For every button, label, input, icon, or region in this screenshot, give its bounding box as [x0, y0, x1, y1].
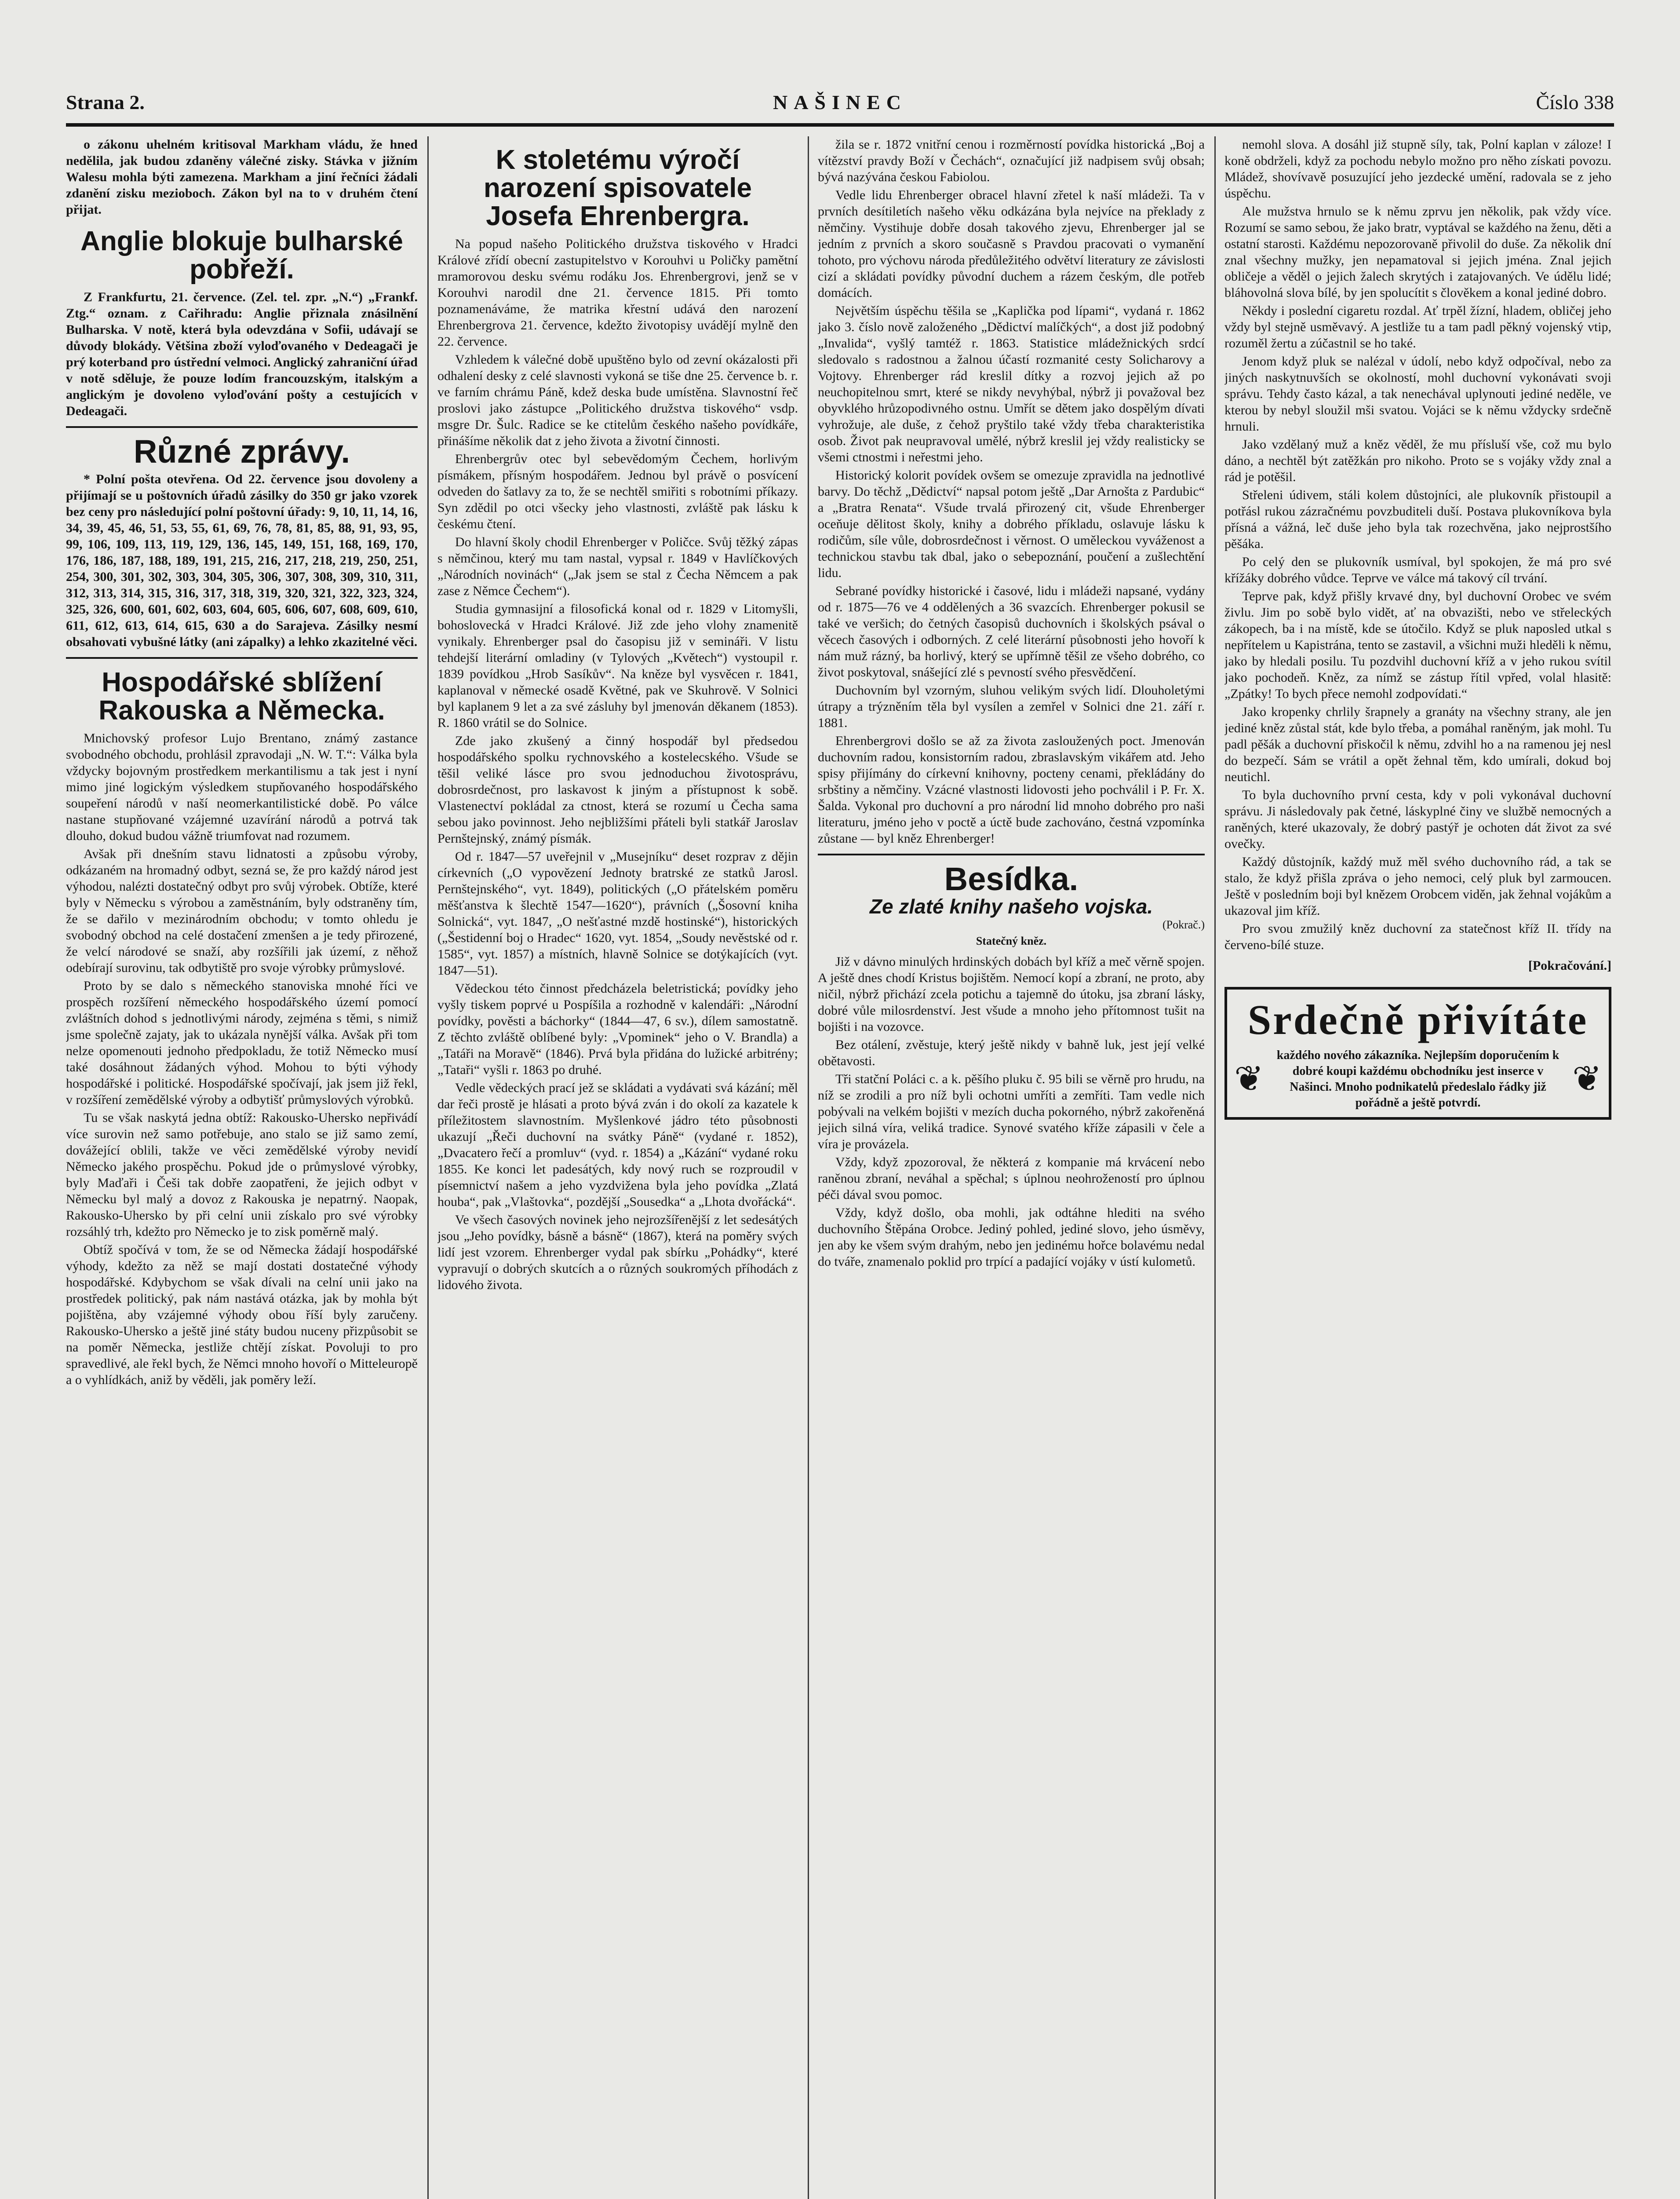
article-text: Ale mužstva hrnulo se k němu zprvu jen několik, pak vždy více. Rozumí se samo sebou, že jako bratr, vyptával se každého na ženu, děti a ostatní starosti. Každému nepozorovaně přivolil do duše. Za několik dní znal všechny mužky, jen nepamatoval si jejich jména. Znal jejich obličeje a věděl o jejich žalech skrytých i zatajovaných. Ve údělu lidé; bláhovolná slova bílé, by jen spolucítit s člověkem a konal jediné dobro. — [1224, 204, 1611, 300]
article-text: To byla duchovního první cesta, kdy v poli vykonával duchovní správu. Ji následovaly pak četné, láskyplné činy ve službě nemocných a raněných, které ukazovaly, že dobrý pastýř je ochoten dát život za své ovečky. — [1224, 788, 1611, 851]
article-text: Zde jako zkušený a činný hospodář byl předsedou hospodářského spolku rychnovského a kostelecského. Všude se těšil veliké lásce pro svou jednoduchou životosprávu, dobrosrdečnost, pro laskavost k jiným a přístupnost k sobě. Vlastenectví pokládal za ctnost, která se rozumí u Čecha sama sebou jako povinnost. Jeho nejbližšími přáteli byli statkář Jaroslav Pernštejnský, známý písmák. — [437, 734, 798, 846]
article-text: Pro svou zmužilý kněz duchovní za statečnost kříž II. třídy na červeno-bílé stuze. — [1224, 921, 1611, 952]
article-text: Střeleni údivem, stáli kolem důstojníci, ale plukovník přistoupil a potřásl rukou zázračnému povzbuditeli duší. Postava plukovníkova byla přísná a vážná, leč duše jeho byla tak rozechvěna, jako nejprostšího pěšáka. — [1224, 488, 1611, 551]
column-4 — [1224, 136, 1611, 2199]
section-rule — [818, 854, 1205, 855]
advertisement-box — [1224, 987, 1611, 1120]
article-text: * Polní pošta otevřena. Od 22. července jsou dovoleny a přijímají se u poštovních úřadů zásilky do 350 gr jako vzorek bez ceny pro následující polní poštovní úřady: 9, 10, 11, 14, 16, 34, 39, 45, 46, 51, 53, 55, 61, 69, 76, 78, 81, 85, 88, 91, 93, 95, 99, 106, 109, 113, 119, 129, 136, 145, 149, 151, 168, 169, 170, 176, 186, 187, 188, 189, 191, 215, 216, 217, 218, 219, 250, 251, 254, 300, 301, 302, 303, 304, 305, 306, 307, 308, 309, 310, 311, 312, 313, 314, 315, 316, 317, 318, 319, 320, 321, 322, 323, 324, 325, 326, 600, 601, 602, 603, 604, 605, 606, 607, 608, 609, 610, 611, 612, 613, 614, 615, 630 a do Sarajeva. Zásilky nesmí obsahovati vybušné látky (ani zápalky) a lehko zkazitelné věci. — [66, 472, 418, 649]
article-text: Tři statční Poláci c. a k. pěšího pluku č. 95 bili se věrně pro hrudu, na níž se zrodili a pro níž byli ochotni umříti a zemříti. Tam vedle nich pobývali na velkém bojišti v mezích ducha pokorného, nýbrž zakořeněná jejich silná víra, veliká tradice. Synové svatého kříže zápasili v čele a víra je provázela. — [818, 1072, 1205, 1151]
article-text: Jako vzdělaný muž a kněz věděl, že mu přísluší vše, což mu bylo dáno, a nechtěl být zatěžkán pro nikoho. Proto se s vojáky vždy znal a rád je potěšil. — [1224, 437, 1611, 484]
ad-text: každého nového zákazníka. Nejlepším doporučením k dobré koupi každému obchodníku jest inserce v Našinci. Mnoho podnikatelů předeslalo řádky již pořádně a ještě potvrdí. — [1276, 1048, 1560, 1110]
article-text: Historický kolorit povídek ovšem se omezuje zpravidla na jednotlivé barvy. Do těchž „Dědictví“ napsal potom ještě „Dar Arnošta z Pardubic“ a „Bratra Renata“. Všude trvalá přirozený cit, všude Ehrenberger oceňuje dělitost školy, knihy a dobrého příkladu, oslavuje lásku k rodičům, síle vůle, dobrosrdečnost i věrnost. O uměleckou vyváženost a technickou stavbu tak dbal, jako o sebepoznání, poučení a zušlechtění lidu. — [818, 468, 1205, 580]
page-header — [66, 88, 1614, 127]
article-text: Již v dávno minulých hrdinských dobách byl kříž a meč věrně spojen. A ještě dnes chodí Kristus bojištěm. Nemocí kopí a zbraní, ne proto, aby ničil, nýbrž přichází zcela potichu a tajemně do útoku, jsa zbraní lásky, dobré vůle milosrdenství. Jest všude a mnoho jeho přítomnost tušit na bojišti i na vozovce. — [818, 954, 1205, 1034]
section-rule — [66, 426, 418, 428]
article-text: Vždy, když zpozoroval, že některá z kompanie má krvácení nebo raněnou zbraní, neváhal a spěchal; s úplnou neohrožeností pro úplnou péči dával svou pomoc. — [818, 1155, 1205, 1202]
column-2 — [437, 136, 798, 2199]
article-text: Každý důstojník, každý muž měl svého duchovního rád, a tak se stalo, že když přišla zpráva o jeho nemoci, celý pluk byl zarmoucen. Ještě v posledním boji byl knězem Orobcem viděn, jak žehnal vojákům a ukazoval jim kříž. — [1224, 855, 1611, 918]
headline-besidka: Besídka. — [944, 861, 1079, 897]
newspaper-title: NAŠINEC — [773, 91, 907, 113]
continued-note: [Pokračování.] — [1528, 958, 1611, 973]
article-text: Vzhledem k válečné době upuštěno bylo od zevní okázalosti při odhalení desky z celé slavnosti vykoná se tiše dne 25. července b. r. ve farním chrámu Páně, kdež deska bude umístěna. Slavnostní řeč proslovi jako zástupce „Politického družstva tiskového“ vsdp. msgre Dr. Šulc. Radice se ke ctitelům českého našeho povídkáře, přinášíme několik dat z jeho života a životní činnosti. — [437, 352, 798, 448]
column-divider — [1214, 136, 1216, 2199]
section-rule — [66, 657, 418, 659]
continued-tag: (Pokrač.) — [1162, 918, 1205, 931]
article-text: žila se r. 1872 vnitřní cenou i rozměrností povídka historická „Boj a vítězství pravdy Boží v Čechách“, označující již nadpisem svůj obsah; bývá nazývána českou Fabiolou. — [818, 137, 1205, 184]
column-divider — [808, 136, 809, 2199]
headline-anglie: Anglie blokuje bulharské pobřeží. — [80, 226, 403, 285]
article-text: Největším úspěchu těšila se „Kaplička pod lípami“, vydaná r. 1862 jako 3. číslo nově založeného „Dědictví malíčkých“, a dost již podobný „Invalida“, vyšlý tamtéž r. 1863. Statistice mládežnických srdcí sledovalo s radostnou a žalnou účastí rozmanité cesty Solicharovy a Vojtovy. Ehrenberger rád kreslil dítky a rozvoj jejich až po neuchopitelnou smrt, které se nikdy nevyhýbal, nýbrž ji považoval bez obyvklého hrůzopodivného ostnu. Umřít se dětem jako dospělým dívati vyhrožuje, ale duše, z čehož pryštilo také vždy třeba charakteristika osob. Život pak neupravoval umělé, nýbrž kreslil jej vždy realisticky se všemi ctnostmi i neřestmi jeho. — [818, 303, 1205, 464]
article-text: Bez otálení, zvěstuje, který ještě nikdy v bahně luk, jest její velké obětavosti. — [818, 1037, 1205, 1068]
article-text: Vedle lidu Ehrenberger obracel hlavní zřetel k naší mládeži. Ta v prvních desítiletích našeho věku odkázána byla nejvíce na překlady z němčiny. Vystihuje dobře dosah takového zjevu, Ehrenberger jal se jedním z prvních a skoro současně s Pravdou pracovati o vymanění tohoto, pro výchovu národa předůležitého odvětví literatury ze závislosti cizí a skládati povídky původní duchem a rázem českým, dle potřeb domácích. — [818, 188, 1205, 300]
article-text: nemohl slova. A dosáhl již stupně síly, tak, Polní kaplan v záloze! I koně obdrželi, když za pochodu nebylo možno pro něho získati povozu. Mládež, shovívavě posuzující jeho jezdecké umění, radovala se z jeho úspěchu. — [1224, 137, 1611, 201]
column-divider — [427, 136, 429, 2199]
article-text: Ehrenbergrovi došlo se až za života zasloužených poct. Jmenován duchovním radou, konsistorním radou, zbraslavským vikářem atd. Jeho spisy přijímány do církevní knihovny, pocteny cenami, překládány do srbštiny a němčiny. Vzácné vlastnosti lidovosti jeho pochválil i P. Fr. X. Šalda. Vykonal pro duchovní a pro národní lid mnoho dobrého pro naši literaturu, jméno jeho v poctě a úctě bude zachováno, čestná vzpomínka zůstane — byl kněz Ehrenberger! — [818, 734, 1205, 846]
article-text: Vědeckou této činnost předcházela beletristická; povídky jeho vyšly tiskem poprvé u Pospíšila a rozhodně v kalendáři: „Národní povídky, pověsti a báchorky“ (1844—47, 6 sv.), dílem samostatně. Z těchto zvláště oblíbené byly: „Vpominek“ jeho o V. Brandla) a „Tatáři na Moravě“ (1846). Prvá byla přidána do lužické arbitrény; „Tataři“ vyšli r. 1863 po druhé. — [437, 981, 798, 1077]
article-text: Avšak při dnešním stavu lidnatosti a způsobu výroby, odkázaném na hromadný odbyt, sezná se, že pro každý národ jest výhodou, nalézti dostatečný odbyt pro svůj výrobek. Obtíže, které byly v Německu s výrobou a zaměstnáním, byly odstraněny tím, že se dařilo v mezinárodním obchodu; v tomto ohledu je svobodný obchod na celé dostačení zmenšen a je tedy přirozené, že velcí národové se snaží, aby rozšířili jak území, z něhož odebírají surovinu, tak odbytiště pro svoje výrobky průmyslové. — [66, 847, 418, 975]
article-text: Od r. 1847—57 uveřejnil v „Musejníku“ deset rozprav z dějin církevních („O vypovězení Jednoty bratrské ze statků Jarosl. Pernštejnského“, vyt. 1849), politických („O přátelském poměru měšťanstva k šlechtě 1547—1620“), právních („Šosovní kniha Solnická“, vyt. 1847, „O nešťastné mzdě hostinské“), historických („Šestidenní boj o Hradec“ 1620, vyt. 1854, „Soudy nevěstské od r. 1585“, vyt. 1857) a místních, hlavně Solnice se dotýkajících (vyt. 1847—51). — [437, 849, 798, 978]
subheading: Statečný kněz. — [976, 935, 1047, 947]
column-1 — [66, 136, 418, 2199]
article-text: Jenom když pluk se nalézal v údolí, nebo když odpočíval, nebo za jiných naskytnuvších se okolností, mohl duchovní vykonávati svoji správu. Tehdy často kázal, a tak nenechával uplynouti jediné neděle, ve kterou by nebyl sloužil mši svatou. Vojáci se k němu vždycky srdečně hrnuli. — [1224, 354, 1611, 434]
article-text: Na popud našeho Politického družstva tiskového v Hradci Králové zřídí obecní zastupitelstvo v Korouhvi u Poličky pamětní mramorovou desku svému rodáku Jos. Ehrenbergrovi, jenž se v Korouhvi narodil dne 21. července 1815. Při tomto poznamenáváme, že matrika křestní udává den narození Ehrenbergrova 21. července, kdežto životopisy uvádějí mylně den 22. července. — [437, 237, 798, 349]
article-text: Někdy i poslední cigaretu rozdal. Ať trpěl žízní, hladem, obličej jeho vždy byl stejně usměvavý. A jestliže tu a tam padl pěkný vojenský vtip, rozuměl žertu a zúčastnil se ho také. — [1224, 303, 1611, 351]
article-text: Studia gymnasijní a filosofická konal od r. 1829 v Litomyšli, bohoslovecká v Hradci Králové. Již zde jeho vlohy znamenitě vynikaly. Ehrenberger psal do časopisu již v semináři. V listu tehdejší literární omladiny (v Tylových „Květech“) vystoupil r. 1839 povídkou „Hrob Sasíkův“. Na kněze byl vysvěcen r. 1841, kaplanoval v německé osadě Květné, pak ve Skuhrově. V Solnici byl kaplanem 9 let a za své zásluhy byl jmenován děkanem (1853). R. 1860 vrátil se do Solnice. — [437, 602, 798, 730]
page-label: Strana 2. — [66, 91, 145, 113]
article-text: Mnichovský profesor Lujo Brentano, známý zastance svobodného obchodu, prohlásil zpravodaji „N. W. T.“: Válka byla vždycky bojovným prostředkem merkantilismu a tak jest i nyní mimo jiné logickým výsledkem stupňovaného hospodářského soupeření národů v naší neomerkantilistické době. Po válce nastane stupňované vzájemné uzavírání národů a potrvá tak dlouho, dokud budou vážně triumfovat nad rozumem. — [66, 731, 418, 843]
article-text: Do hlavní školy chodil Ehrenberger v Poličce. Svůj těžký zápas s němčinou, který mu tam nastal, vypsal r. 1849 v Havlíčkových „Národních novinách“ („Jak jsem se stal z Čecha Němcem a pak zase z Němce Čechem“). — [437, 535, 798, 598]
headline-ruzne: Různé zprávy. — [133, 433, 350, 470]
ornament-icon: ❦ — [1234, 1060, 1264, 1099]
article-text: o zákonu uhelném kritisoval Markham vládu, že hned nedělila, jak budou zdaněny válečné zisky. Stávka v jižním Walesu mohla býti zamezena. Markham a jiní řečníci žádali zdanění zisku mezioboch. Zákon byl na to v druhém čtení přijat. — [66, 137, 418, 217]
ad-title: Srdečně přivítáte — [1247, 996, 1589, 1043]
article-text: Z Frankfurtu, 21. července. (Zel. tel. zpr. „N.“) „Frankf. Ztg.“ oznam. z Cařihradu: Anglie přiznala znásilnění Bulharska. V notě, která byla odevzdána v Sofii, udávají se důvody blokády. Většina zboží vyloďovaného v Dedeagači je prý koterband pro ústřední velmoci. Anglický zahraniční úřad v notě sděluje, že pouze lodím francouzským, italským a anglickým je dovoleno vyloďování pošty a cestujících v Dedeagači. — [66, 290, 418, 418]
article-text: Proto by se dalo s německého stanoviska mnohé říci ve prospěch rozšíření německého hospodářského území pomocí zvláštních dohod s jednotlivými národy, zejména s těmi, s nimiž jsme společně zajaty, jak to ukázala nynější válka. Avšak při tom nelze opomenouti jednoho předpokladu, že totiž Německo musí také dosáhnout žádaných výhod. Mohou to býti výhody hospodářské i politické. Hospodářské spočívají, jak jsem již řekl, v rozšíření zemědělské výroby a odbytišť průmyslových výrobků. — [66, 979, 418, 1107]
article-text: Po celý den se plukovník usmíval, byl spokojen, že má pro své křížáky dobrého vůdce. Teprve ve válce má takový cíl trvání. — [1224, 555, 1611, 585]
article-text: Teprve pak, když přišly krvavé dny, byl duchovní Orobec ve svém živlu. Jim po sobě bylo vidět, ať na obvazišti, nebo ve střeleckých zákopech, ba i na místě, kde se útočilo. Když se pluk naposled utkal s nepřítelem u Kapistrána, tento se zastavil, a všichni muži hleděli k němu, jako by hledali posilu. Tu pozdvihl duchovní kříž a v jeho rukou svítil jako pochodeň. Kněz, za nímž se zástup řítil vpřed, volal hlasitě: „Zpátky! To bych přece nemohl zodpovídati.“ — [1224, 589, 1611, 701]
headline-ehrenberger: K stoletému výročí narození spisovatele Josefa Ehrenbergra. — [484, 145, 752, 231]
headline-hospodarske: Hospodářské sblížení Rakouska a Německa. — [98, 667, 385, 726]
article-text: Ehrenbergrův otec byl sebevědomým Čechem, horlivým písmákem, přísným hospodářem. Jednou byl právě o posvícení odveden do šatlavy za to, že se nechtěl smiřiti s robotními příkazy. Syn zdědil po otci všecky jeho vlastnosti, zvláště pak lásku k českému čtení. — [437, 452, 798, 531]
ornament-icon: ❦ — [1572, 1060, 1602, 1099]
article-text: Obtíž spočívá v tom, že se od Německa žádají hospodářské výhody, kdežto za něž se mají dostati dostatečné výhody hospodářské. Kdybychom se však dívali na celní unii jako na prostředek politický, pak nám nastává otázka, jak by mohla být pojištěna, aby vzájemné výhody obou říší byly zaručeny. Rakousko-Uhersko a ještě jiné státy budou nuceny přizpůsobit se na poměr Německa, jestliže chtějí získat. Povoluji to pro spravedlivé, ale řekl bych, že Němci mnoho hovoří o Mitteleuropě a o vyhlídkách, aniž by věděli, jak poměry leží. — [66, 1242, 418, 1387]
issue-number: Číslo 338 — [1536, 91, 1614, 113]
article-text: Vedle vědeckých prací jež se skládati a vydávati svá kázání; měl dar řeči prostě je hlásati a proto bývá zván i do okolí za kazatele k příležitostem slavnostním. Myšlenkové jádro této působnosti ukazují „Řeči duchovní na svátky Páně“ (vydané r. 1852), „Dvacatero řečí a promluv“ (vyd. r. 1854) a „Kázání“ vydané roku 1855. Ke konci let padesátých, kdy nový ruch se rozproudil v písemnictví našem a jeho vyzdvižena byla jeho povídka „Zlatá houba“, pak „Vlaštovka“, pozdější „Sousedka“ a „Lhota dvořácká“. — [437, 1081, 798, 1209]
article-text: Duchovním byl vzorným, sluhou velikým svých lidí. Dlouholetými útrapy a trýzněním těla byl vysílen a zemřel v Solnici dne 21. září r. 1881. — [818, 683, 1205, 730]
article-text: Tu se však naskytá jedna obtíž: Rakousko-Uhersko nepřivádí více surovin než samo potřebuje, ano stalo se již samo zemí, dovážející oblili, takže ve věci zemědělské výroby nevidí Německo jakého prospěchu. Pokud jde o průmyslové výrobky, byly Maďaři i Češi tak dobře zaopatřeni, že jejich odbyt v Německu byl malý a dovoz z Rakouska je nepatrný. Naopak, Rakousko-Uhersko by při celní unii získalo pro své výrobky rozsáhlý trh, kdežto pro Německo je to zisk poměrně malý. — [66, 1110, 418, 1239]
article-text: Vždy, když došlo, oba mohli, jak odtáhne hlediti na svého duchovního Štěpána Orobce. Jediný pohled, jediné slovo, jeho úsměvy, jen aby ke všem svým drahým, nebo jen jedinému hořce bolavému nedal do tváře, znamenalo poklid pro trpící a padající vojáky v ústí kulometů. — [818, 1205, 1205, 1269]
article-text: Sebrané povídky historické i časové, lidu i mládeži napsané, vydány od r. 1875—76 ve 4 oddělených a 36 svazcích. Ehrenberger pokusil se také ve veršich; do četných časopisů duchovních i školských psával o věcech časových i odborných. Z celé literární působnosti jeho hovoří k nám muž rázný, ba horlivý, který se upřímně těšil ze všeho dobrého, co život poskytoval, snášející zlé s pevností svého přesvědčení. — [818, 584, 1205, 679]
article-text: Jako kropenky chrlily šrapnely a granáty na všechny strany, ale jen jediné kněz zůstal stát, kde bylo třeba, a pomáhal raněným, jak mohl. Tu padl pěšák a duchovní přiskočil k němu, zdvihl ho a na ramenou jej nesl do bezpečí. Sám se vrátil a opět žehnal těm, kdo umírali, dokud boj neutichl. — [1224, 705, 1611, 784]
headline-zlate-knihy: Ze zlaté knihy našeho vojska. — [869, 895, 1153, 918]
article-text: Ve všech časových novinek jeho nejrozšířenější z let sedesátých jsou „Jeho povídky, básně a básně“ (1867), která na poměry svých lidí jest vzorem. Ehrenberger vydal pak sbírku „Pohádky“, které vypravují o dobrých skutcích a o různých soukromých příhodách z lidového života. — [437, 1213, 798, 1292]
column-3 — [818, 136, 1205, 2199]
